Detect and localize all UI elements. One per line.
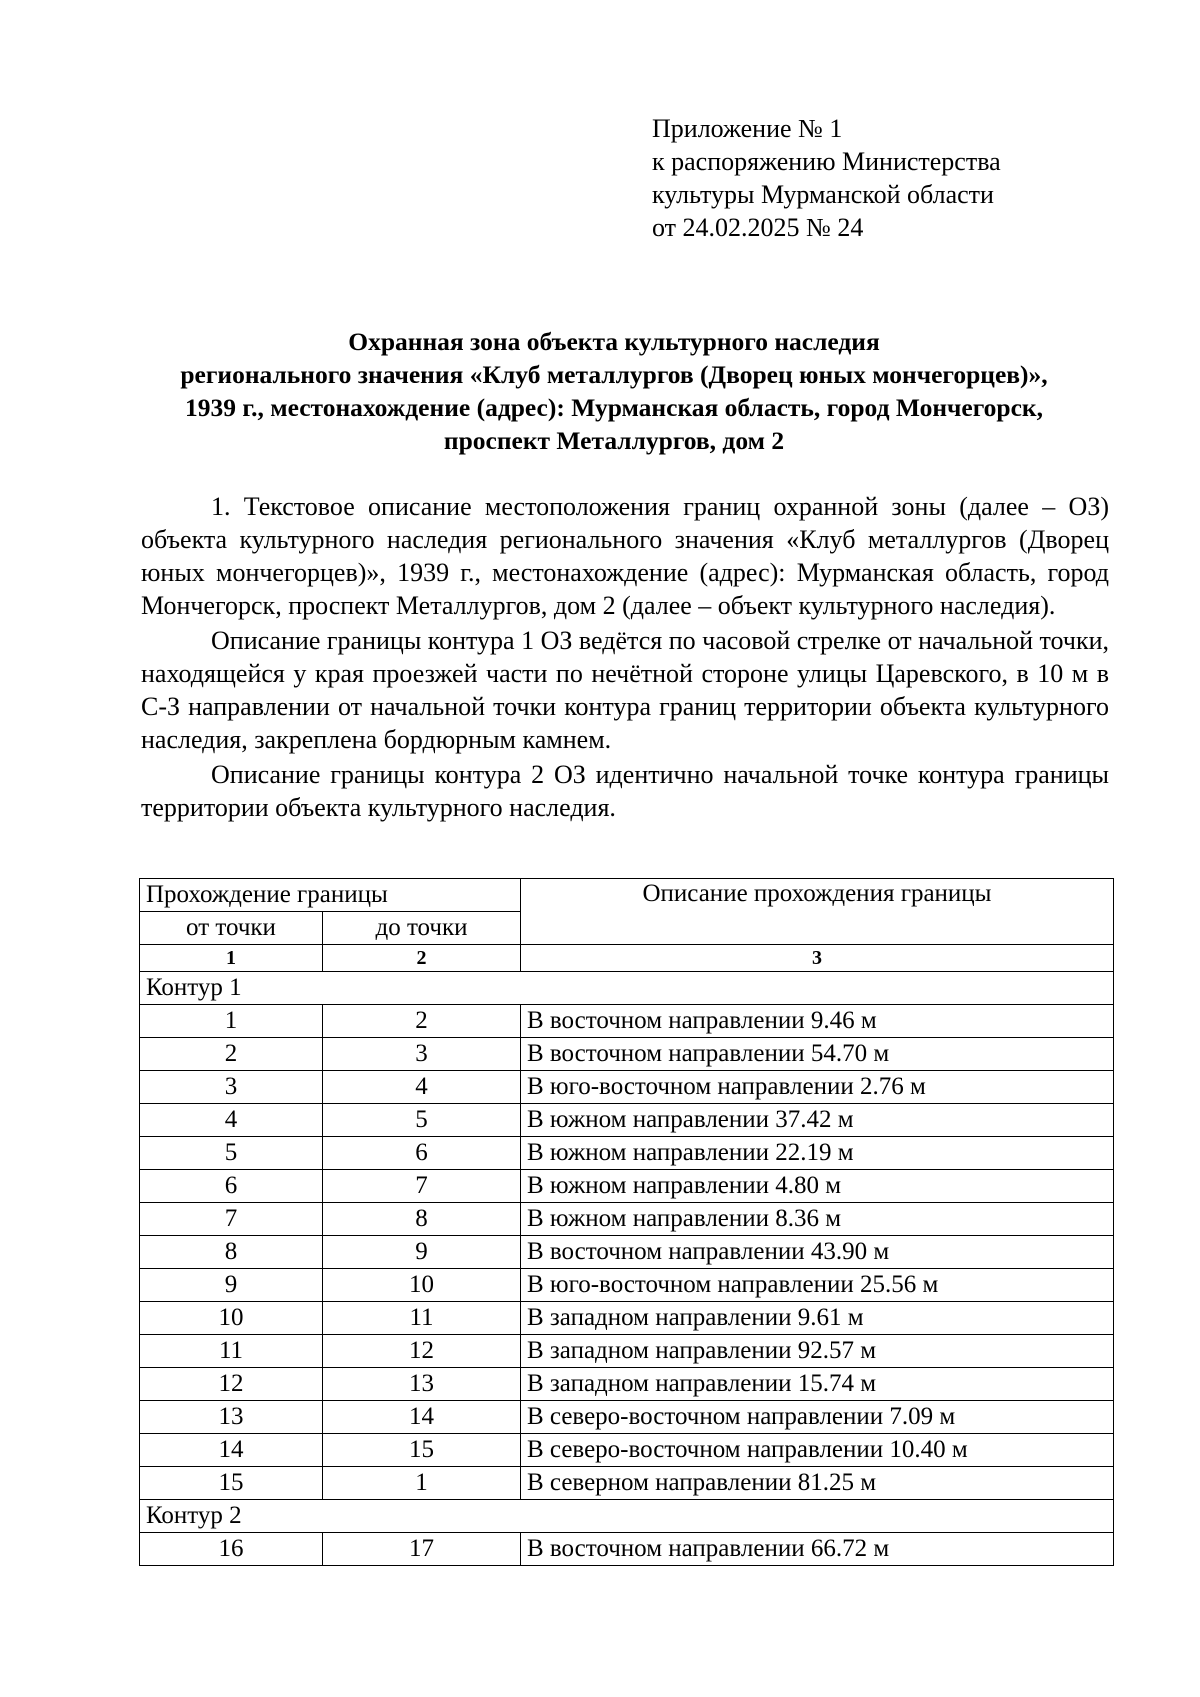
table-row bbox=[140, 1038, 1114, 1071]
point-from: 6 bbox=[140, 1170, 323, 1203]
table-row bbox=[140, 1533, 1114, 1566]
table-row bbox=[140, 1401, 1114, 1434]
point-to: 2 bbox=[323, 1005, 521, 1038]
direction-description: В западном направлении 9.61 м bbox=[521, 1302, 1114, 1335]
header-from: от точки bbox=[140, 912, 323, 945]
table-row bbox=[140, 1170, 1114, 1203]
direction-description: В южном направлении 37.42 м bbox=[521, 1104, 1114, 1137]
point-from: 7 bbox=[140, 1203, 323, 1236]
point-to: 10 bbox=[323, 1269, 521, 1302]
point-to: 11 bbox=[323, 1302, 521, 1335]
body-text bbox=[141, 490, 1109, 824]
table-row bbox=[140, 1005, 1114, 1038]
point-from: 4 bbox=[140, 1104, 323, 1137]
direction-description: В северо-восточном направлении 7.09 м bbox=[521, 1401, 1114, 1434]
point-to: 17 bbox=[323, 1533, 521, 1566]
appendix-line: культуры Мурманской области bbox=[652, 180, 994, 209]
table-row bbox=[140, 1302, 1114, 1335]
table-row bbox=[140, 1203, 1114, 1236]
point-from: 14 bbox=[140, 1434, 323, 1467]
appendix-line: Приложение № 1 bbox=[652, 114, 843, 143]
title-line: проспект Металлургов, дом 2 bbox=[443, 426, 785, 455]
point-from: 11 bbox=[140, 1335, 323, 1368]
table-row bbox=[140, 1269, 1114, 1302]
point-to: 6 bbox=[323, 1137, 521, 1170]
point-to: 1 bbox=[323, 1467, 521, 1500]
point-from: 16 bbox=[140, 1533, 323, 1566]
direction-description: В восточном направлении 54.70 м bbox=[521, 1038, 1114, 1071]
point-to: 9 bbox=[323, 1236, 521, 1269]
point-from: 3 bbox=[140, 1071, 323, 1104]
point-to: 14 bbox=[323, 1401, 521, 1434]
point-from: 5 bbox=[140, 1137, 323, 1170]
direction-description: В северо-восточном направлении 10.40 м bbox=[521, 1434, 1114, 1467]
point-from: 8 bbox=[140, 1236, 323, 1269]
point-to: 12 bbox=[323, 1335, 521, 1368]
header-to: до точки bbox=[323, 912, 521, 945]
point-to: 15 bbox=[323, 1434, 521, 1467]
table-row bbox=[140, 1434, 1114, 1467]
contour-label: Контур 1 bbox=[140, 972, 1114, 1005]
point-to: 13 bbox=[323, 1368, 521, 1401]
title-line: 1939 г., местонахождение (адрес): Мурманская область, город Мончегорск, bbox=[185, 393, 1043, 422]
point-from: 13 bbox=[140, 1401, 323, 1434]
point-from: 1 bbox=[140, 1005, 323, 1038]
point-from: 15 bbox=[140, 1467, 323, 1500]
direction-description: В восточном направлении 66.72 м bbox=[521, 1533, 1114, 1566]
direction-description: В восточном направлении 9.46 м bbox=[521, 1005, 1114, 1038]
point-from: 9 bbox=[140, 1269, 323, 1302]
table-row bbox=[140, 1335, 1114, 1368]
direction-description: В северном направлении 81.25 м bbox=[521, 1467, 1114, 1500]
document-title bbox=[130, 325, 1098, 457]
point-from: 2 bbox=[140, 1038, 323, 1071]
direction-description: В восточном направлении 43.90 м bbox=[521, 1236, 1114, 1269]
direction-description: В южном направлении 8.36 м bbox=[521, 1203, 1114, 1236]
direction-description: В западном направлении 15.74 м bbox=[521, 1368, 1114, 1401]
table-row bbox=[140, 1137, 1114, 1170]
table-row bbox=[140, 1368, 1114, 1401]
point-to: 4 bbox=[323, 1071, 521, 1104]
direction-description: В западном направлении 92.57 м bbox=[521, 1335, 1114, 1368]
direction-description: В южном направлении 4.80 м bbox=[521, 1170, 1114, 1203]
column-number: 2 bbox=[323, 945, 521, 972]
direction-description: В юго-восточном направлении 25.56 м bbox=[521, 1269, 1114, 1302]
title-line: регионального значения «Клуб металлургов (Дворец юных мончегорцев)», bbox=[180, 360, 1048, 389]
direction-description: В южном направлении 22.19 м bbox=[521, 1137, 1114, 1170]
header-pass: Прохождение границы bbox=[140, 879, 521, 912]
table-row bbox=[140, 1467, 1114, 1500]
point-from: 10 bbox=[140, 1302, 323, 1335]
title-line: Охранная зона объекта культурного наследия bbox=[348, 327, 880, 356]
column-number: 3 bbox=[521, 945, 1114, 972]
point-to: 3 bbox=[323, 1038, 521, 1071]
point-from: 12 bbox=[140, 1368, 323, 1401]
paragraph: Описание границы контура 1 ОЗ ведётся по часовой стрелке от начальной точки, находящейся у края проезжей части по нечётной стороне улицы Царевского, в 10 м в С-З направлении от начальной точки контура границ территории объекта культурного наследия, закреплена бордюрным камнем. bbox=[141, 626, 1109, 754]
table-row bbox=[140, 1071, 1114, 1104]
appendix-line: к распоряжению Министерства bbox=[652, 147, 1001, 176]
header-desc: Описание прохождения границы bbox=[521, 879, 1114, 945]
appendix-line: от 24.02.2025 № 24 bbox=[652, 213, 864, 242]
boundary-table bbox=[139, 878, 1114, 1566]
contour-label: Контур 2 bbox=[140, 1500, 1114, 1533]
table-row bbox=[140, 1104, 1114, 1137]
direction-description: В юго-восточном направлении 2.76 м bbox=[521, 1071, 1114, 1104]
paragraph: 1. Текстовое описание местоположения границ охранной зоны (далее – ОЗ) объекта культурного наследия регионального значения «Клуб металлургов (Дворец юных мончегорцев)», 1939 г., местонахождение (адрес): Мурманская область, город Мончегорск, проспект Металлургов, дом 2 (далее – объект культурного наследия). bbox=[141, 492, 1109, 620]
table-row bbox=[140, 1236, 1114, 1269]
point-to: 8 bbox=[323, 1203, 521, 1236]
paragraph: Описание границы контура 2 ОЗ идентично начальной точке контура границы территории объекта культурного наследия. bbox=[141, 760, 1109, 822]
appendix-header bbox=[652, 112, 1001, 244]
column-number: 1 bbox=[140, 945, 323, 972]
point-to: 5 bbox=[323, 1104, 521, 1137]
point-to: 7 bbox=[323, 1170, 521, 1203]
